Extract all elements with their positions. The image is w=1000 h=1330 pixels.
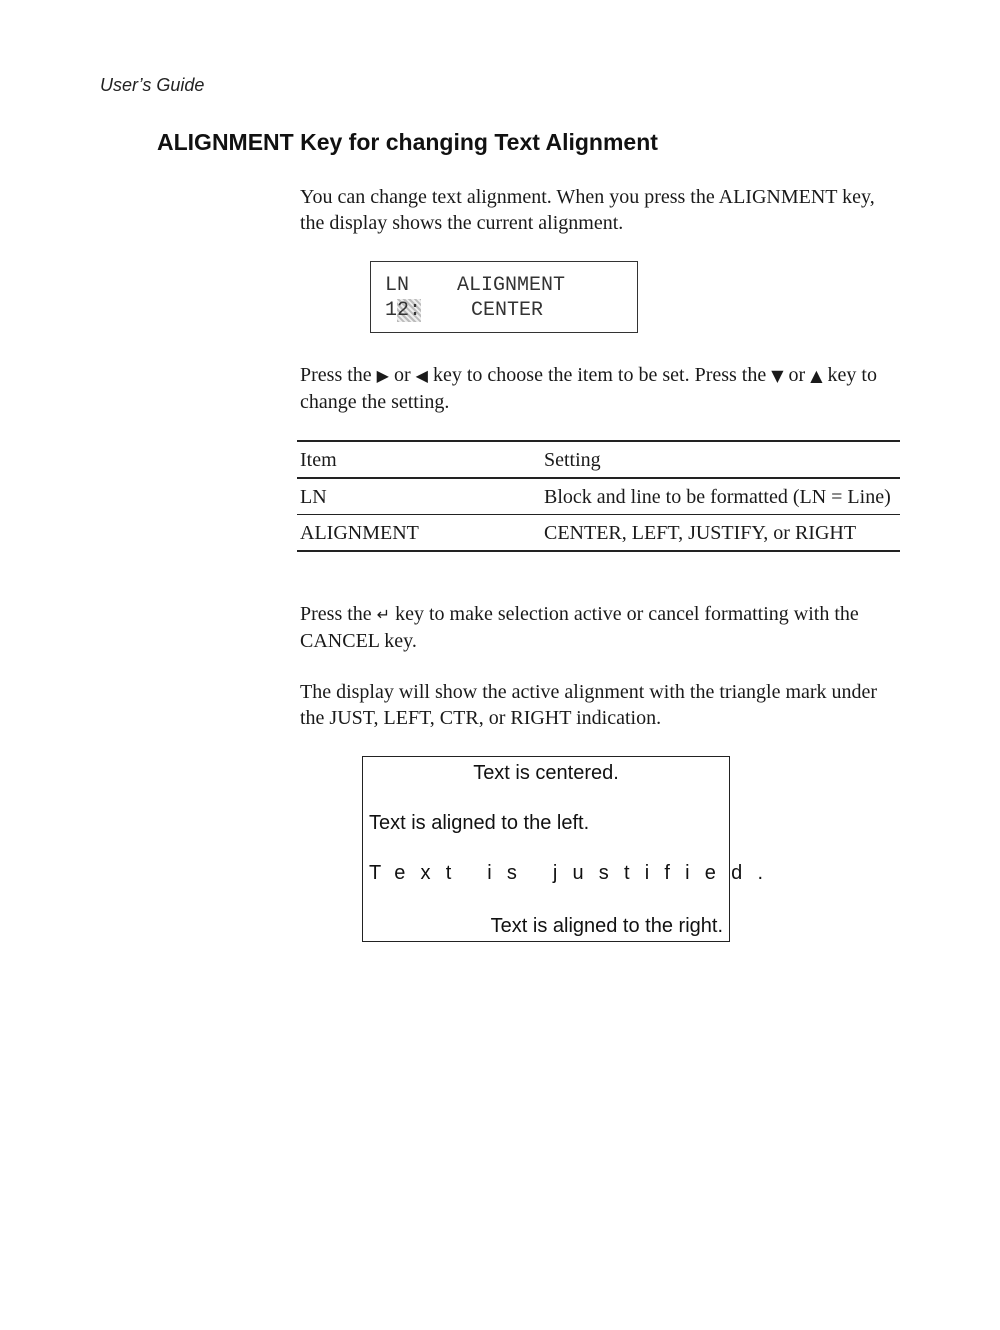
keys-text-1: Press the (300, 364, 377, 386)
left-arrow-icon: ◀ (415, 366, 428, 385)
table-row (297, 478, 900, 515)
keys-text-2: or (388, 364, 416, 386)
settings-table (297, 440, 900, 552)
keys-text-3: key to choose the item to be set. Press the (427, 364, 772, 386)
table-header-row (297, 441, 900, 478)
keys-text-5: key to change the setting. (300, 364, 877, 413)
table-header-item: Item (300, 449, 337, 471)
keys-text-4: or (783, 364, 811, 386)
enter-key-icon: ↵ (376, 605, 391, 624)
enter-text-2: key to make selection active or cancel formatting with the CANCEL key. (300, 603, 859, 652)
intro-paragraph: You can change text alignment. When you press the ALIGNMENT key, the display shows the current alignment. (300, 186, 875, 234)
example-right: Text is aligned to the right. (490, 915, 723, 937)
lcd-line-number-prefix: 1 (385, 299, 398, 322)
enter-key-paragraph (300, 601, 900, 654)
section-title: ALIGNMENT Key for changing Text Alignment (157, 129, 658, 155)
table-cell-item: ALIGNMENT (300, 522, 419, 544)
alignment-examples-box (362, 756, 779, 942)
example-centered: Text is centered. (473, 762, 619, 784)
lcd-ln-label: LN (385, 274, 410, 297)
enter-text-1: Press the (300, 603, 377, 625)
lcd-alignment-label: ALIGNMENT (457, 274, 566, 297)
table-cell-setting: CENTER, LEFT, JUSTIFY, or RIGHT (544, 522, 857, 544)
lcd-alignment-value: CENTER (471, 299, 544, 322)
right-arrow-icon: ▶ (376, 366, 389, 385)
table-cell-setting: Block and line to be formatted (LN = Line) (544, 486, 891, 508)
display-paragraph: The display will show the active alignment with the triangle mark under the JUST, LEFT, CTR, or RIGHT indication. (300, 681, 878, 729)
example-justified: Text is justified. (369, 862, 779, 884)
up-arrow-icon: ▲ (810, 366, 823, 385)
running-header: User’s Guide (100, 75, 205, 95)
table-cell-item: LN (300, 486, 327, 508)
lcd-line-number (385, 299, 421, 322)
down-arrow-icon: ▼ (771, 366, 784, 385)
arrow-keys-paragraph (300, 362, 900, 415)
table-row (297, 515, 900, 552)
table-header-setting: Setting (544, 449, 601, 471)
lcd-cursor: 2: (397, 299, 422, 322)
lcd-display (370, 261, 638, 333)
example-left: Text is aligned to the left. (369, 812, 590, 834)
